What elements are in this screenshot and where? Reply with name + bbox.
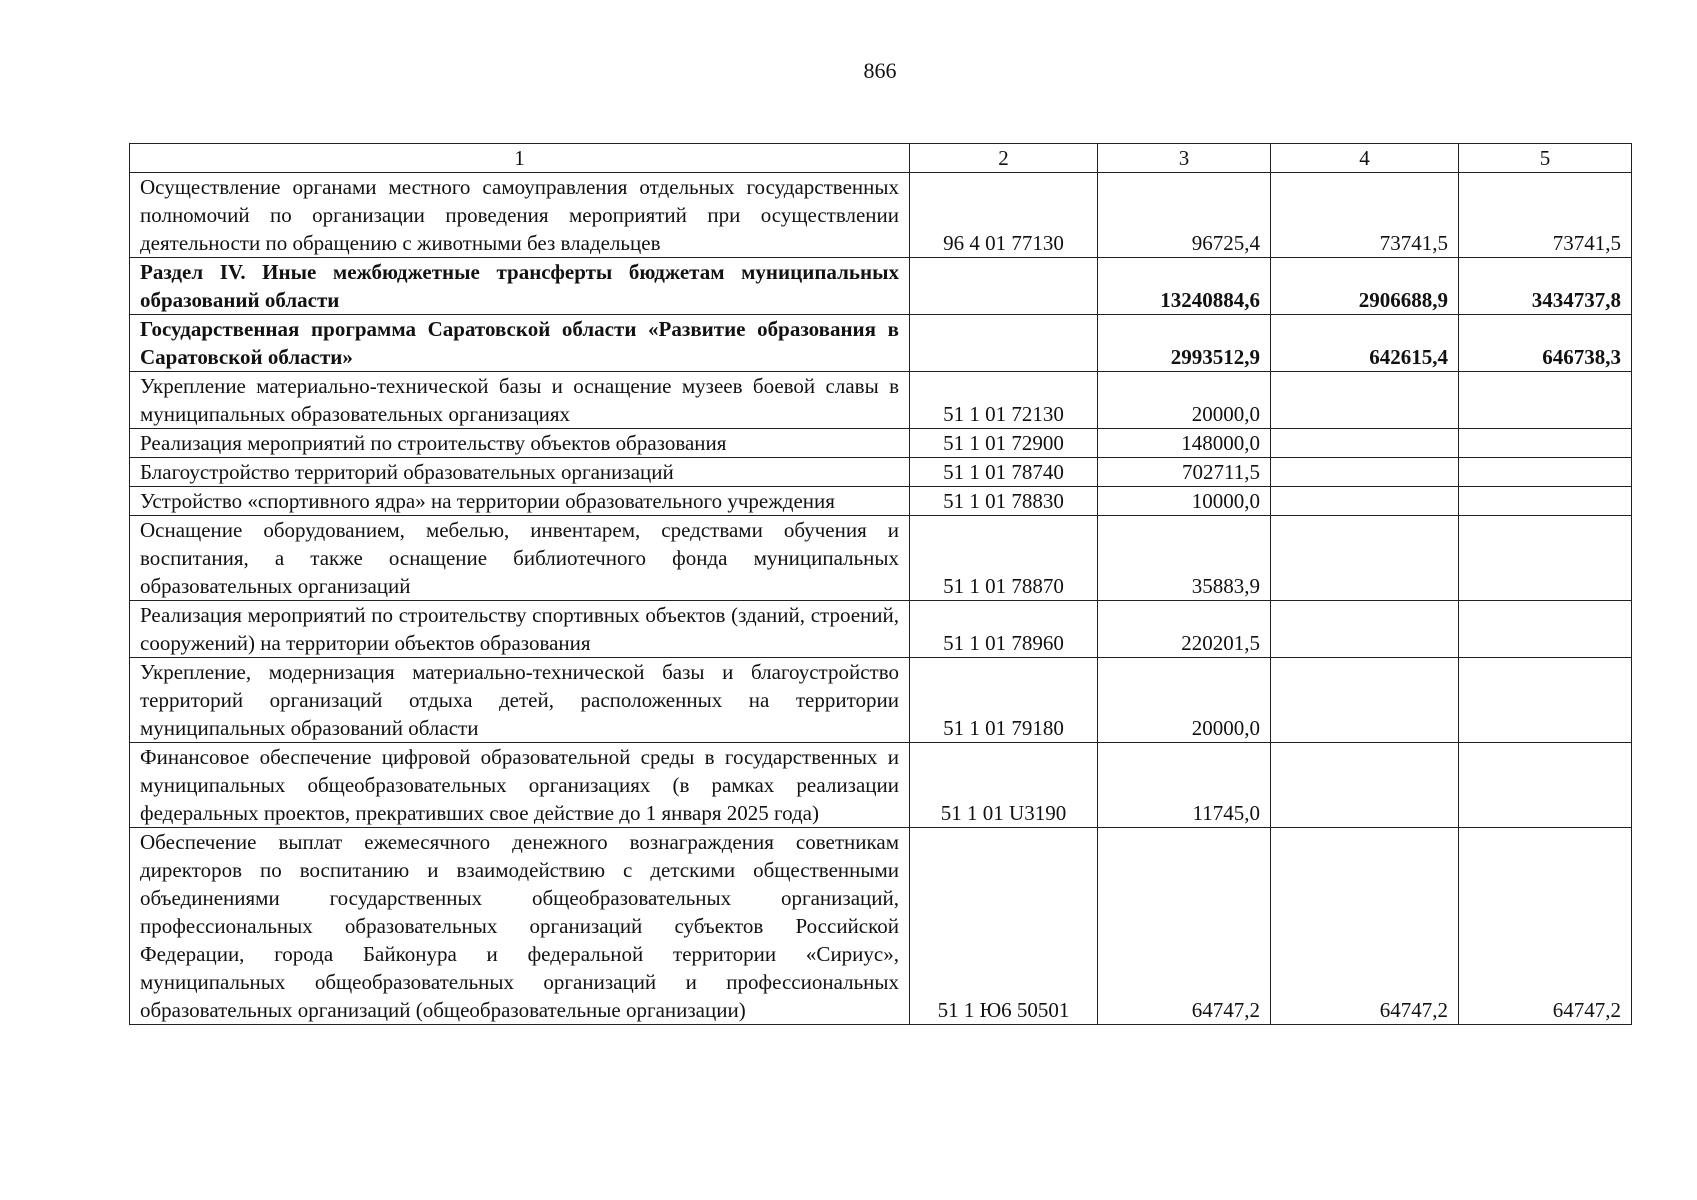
row-description: Финансовое обеспечение цифровой образовательной среды в государственных и муниципальных общеобразовательных организациях (в рамках реализации федеральных проектов, прекративших свое действие до 1 января 2025 года) [130, 743, 910, 828]
budget-table [129, 143, 1632, 1025]
row-code [910, 315, 1098, 372]
table-row [130, 315, 1632, 372]
row-value-col4 [1271, 487, 1459, 516]
row-value-col3: 220201,5 [1098, 601, 1271, 658]
row-description: Укрепление, модернизация материально-технической базы и благоустройство территорий организаций отдыха детей, расположенных на территории муниципальных образований области [130, 658, 910, 743]
row-code: 51 1 01 78830 [910, 487, 1098, 516]
row-code [910, 258, 1098, 315]
row-value-col4: 73741,5 [1271, 173, 1459, 258]
table-header-row [130, 144, 1632, 173]
row-value-col5 [1459, 487, 1632, 516]
table-row [130, 658, 1632, 743]
row-description: Раздел IV. Иные межбюджетные трансферты бюджетам муниципальных образований области [130, 258, 910, 315]
row-value-col4 [1271, 601, 1459, 658]
row-description: Реализация мероприятий по строительству объектов образования [130, 429, 910, 458]
row-value-col3: 96725,4 [1098, 173, 1271, 258]
row-value-col5 [1459, 429, 1632, 458]
row-value-col4 [1271, 516, 1459, 601]
table-row [130, 828, 1632, 1025]
row-code: 51 1 01 72900 [910, 429, 1098, 458]
row-value-col4: 64747,2 [1271, 828, 1459, 1025]
row-value-col4 [1271, 372, 1459, 429]
row-description: Устройство «спортивного ядра» на территории образовательного учреждения [130, 487, 910, 516]
row-value-col4 [1271, 458, 1459, 487]
row-value-col3: 148000,0 [1098, 429, 1271, 458]
table-row [130, 601, 1632, 658]
row-value-col3: 11745,0 [1098, 743, 1271, 828]
column-header: 1 [130, 144, 910, 173]
row-value-col4 [1271, 658, 1459, 743]
row-description: Обеспечение выплат ежемесячного денежного вознаграждения советникам директоров по воспитанию и взаимодействию с детскими общественными объединениями государственных общеобразовательных организаций, профессиональных образовательных организаций субъектов Российской Федерации, города Байконура и федеральной территории «Сириус», муниципальных общеобразовательных организаций и профессиональных образовательных организаций (общеобразовательные организации) [130, 828, 910, 1025]
row-value-col5 [1459, 516, 1632, 601]
row-value-col4: 642615,4 [1271, 315, 1459, 372]
row-value-col3: 13240884,6 [1098, 258, 1271, 315]
row-description: Реализация мероприятий по строительству спортивных объектов (зданий, строений, сооружений) на территории объектов образования [130, 601, 910, 658]
column-header: 3 [1098, 144, 1271, 173]
row-value-col4: 2906688,9 [1271, 258, 1459, 315]
row-description: Осуществление органами местного самоуправления отдельных государственных полномочий по организации проведения мероприятий при осуществлении деятельности по обращению с животными без владельцев [130, 173, 910, 258]
table-row [130, 372, 1632, 429]
row-value-col3: 20000,0 [1098, 372, 1271, 429]
row-description: Оснащение оборудованием, мебелью, инвентарем, средствами обучения и воспитания, а также оснащение библиотечного фонда муниципальных образовательных организаций [130, 516, 910, 601]
row-value-col5 [1459, 458, 1632, 487]
table-row [130, 743, 1632, 828]
row-value-col3: 64747,2 [1098, 828, 1271, 1025]
row-value-col5: 646738,3 [1459, 315, 1632, 372]
page-number: 866 [863, 58, 897, 83]
row-value-col5: 64747,2 [1459, 828, 1632, 1025]
row-code: 51 1 01 U3190 [910, 743, 1098, 828]
table-row [130, 487, 1632, 516]
table-row [130, 173, 1632, 258]
row-value-col5 [1459, 372, 1632, 429]
row-value-col3: 2993512,9 [1098, 315, 1271, 372]
row-value-col5 [1459, 743, 1632, 828]
table-row [130, 429, 1632, 458]
row-description: Благоустройство территорий образовательных организаций [130, 458, 910, 487]
table-row [130, 258, 1632, 315]
row-code: 51 1 01 78960 [910, 601, 1098, 658]
row-value-col5: 73741,5 [1459, 173, 1632, 258]
table-row [130, 516, 1632, 601]
row-code: 51 1 01 79180 [910, 658, 1098, 743]
row-value-col5 [1459, 601, 1632, 658]
row-description: Государственная программа Саратовской области «Развитие образования в Саратовской области» [130, 315, 910, 372]
row-value-col3: 702711,5 [1098, 458, 1271, 487]
row-code: 96 4 01 77130 [910, 173, 1098, 258]
column-header: 2 [910, 144, 1098, 173]
row-code: 51 1 01 78740 [910, 458, 1098, 487]
row-value-col4 [1271, 429, 1459, 458]
row-value-col4 [1271, 743, 1459, 828]
table-row [130, 458, 1632, 487]
row-value-col5: 3434737,8 [1459, 258, 1632, 315]
row-value-col3: 20000,0 [1098, 658, 1271, 743]
row-value-col3: 35883,9 [1098, 516, 1271, 601]
column-header: 4 [1271, 144, 1459, 173]
row-value-col5 [1459, 658, 1632, 743]
row-code: 51 1 01 78870 [910, 516, 1098, 601]
column-header: 5 [1459, 144, 1632, 173]
row-code: 51 1 01 72130 [910, 372, 1098, 429]
row-description: Укрепление материально-технической базы и оснащение музеев боевой славы в муниципальных образовательных организациях [130, 372, 910, 429]
row-value-col3: 10000,0 [1098, 487, 1271, 516]
row-code: 51 1 Ю6 50501 [910, 828, 1098, 1025]
